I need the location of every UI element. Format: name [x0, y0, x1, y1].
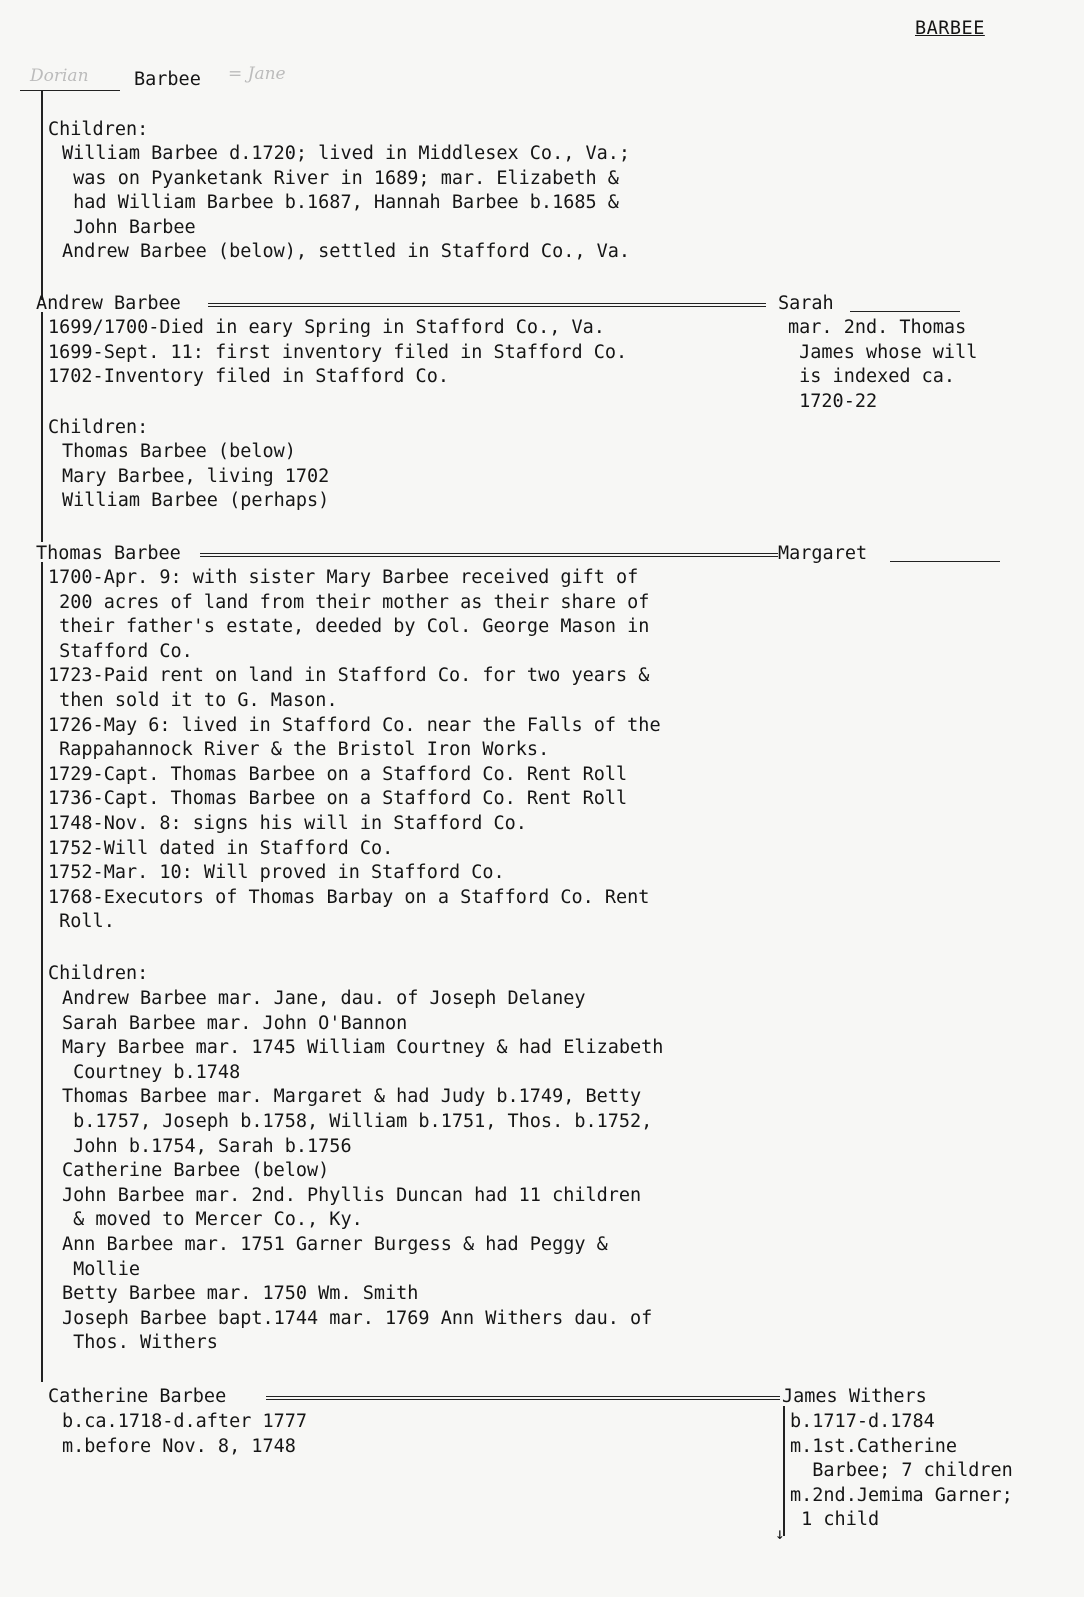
gen4-details — [62, 1410, 307, 1459]
gen4-name: Catherine Barbee — [48, 1386, 227, 1407]
event-line: 200 acres of land from their mother as their share of — [48, 591, 650, 613]
event-line: Roll. — [48, 911, 115, 933]
spouse-note: m.1st.Catherine — [790, 1435, 958, 1457]
list-item: Joseph Barbee bapt.1744 mar. 1769 Ann Withers dau. of — [62, 1307, 653, 1329]
gen1-children-heading: Children: — [48, 119, 149, 140]
handwritten-note: = Jane — [228, 64, 286, 84]
gen3-spouse-surname-blank — [890, 561, 1000, 562]
event-line: 1702-Inventory filed in Stafford Co. — [48, 366, 449, 388]
gen2-marriage-connector — [208, 303, 766, 307]
list-item: Andrew Barbee (below), settled in Stafford Co., Va. — [62, 241, 631, 263]
list-item: & moved to Mercer Co., Ky. — [62, 1209, 363, 1231]
gen1-children-list — [62, 142, 630, 265]
down-arrow-icon: ↓ — [775, 1524, 785, 1543]
event-line: then sold it to G. Mason. — [48, 689, 338, 711]
gen3-descent-line — [41, 562, 43, 1382]
gen2-name: Andrew Barbee — [36, 293, 181, 314]
handwritten-prefix: Dorian — [30, 66, 89, 86]
spouse-note: is indexed ca. — [788, 366, 956, 388]
gen4-marriage-connector — [266, 1396, 780, 1400]
list-item: Mary Barbee, living 1702 — [62, 465, 330, 487]
event-line: 1723-Paid rent on land in Stafford Co. for two years & — [48, 665, 650, 687]
surname-tag: BARBEE — [915, 18, 985, 39]
gen2-spouse-notes — [788, 316, 977, 414]
gen1-name: Barbee — [134, 69, 201, 90]
event-line: 1699-Sept. 11: first inventory filed in Stafford Co. — [48, 341, 628, 363]
list-item: Mary Barbee mar. 1745 William Courtney & had Elizabeth — [62, 1037, 664, 1059]
gen2-children-list — [62, 440, 329, 514]
gen3-children-heading: Children: — [48, 963, 149, 984]
spouse-note: 1 child — [790, 1509, 880, 1531]
event-line: 1700-Apr. 9: with sister Mary Barbee received gift of — [48, 567, 639, 588]
spouse-note: James whose will — [788, 341, 978, 363]
gen4-spouse-notes — [790, 1410, 1013, 1533]
list-item: Catherine Barbee (below) — [62, 1160, 330, 1182]
list-item: Courtney b.1748 — [62, 1061, 241, 1083]
gen3-name: Thomas Barbee — [36, 543, 181, 564]
event-line: Stafford Co. — [48, 640, 193, 662]
list-item: John Barbee mar. 2nd. Phyllis Duncan had 11 children — [62, 1184, 642, 1206]
list-item: John Barbee — [62, 216, 196, 238]
spouse-note: m.2nd.Jemima Garner; — [790, 1484, 1013, 1506]
gen2-spouse-name: Sarah — [778, 293, 834, 314]
list-item: Sarah Barbee mar. John O'Bannon — [62, 1012, 408, 1034]
gen2-events — [48, 316, 627, 390]
list-item: Andrew Barbee mar. Jane, dau. of Joseph Delaney — [62, 988, 586, 1009]
list-item: Ann Barbee mar. 1751 Garner Burgess & had Peggy & — [62, 1233, 608, 1255]
list-item: Betty Barbee mar. 1750 Wm. Smith — [62, 1283, 419, 1305]
event-line: 1748-Nov. 8: signs his will in Stafford Co. — [48, 812, 527, 834]
spouse-note: Barbee; 7 children — [790, 1460, 1013, 1482]
event-line: their father's estate, deeded by Col. George Mason in — [48, 616, 650, 638]
detail-line: b.ca.1718-d.after 1777 — [62, 1411, 308, 1432]
gen4-spouse-name: James Withers — [782, 1386, 927, 1407]
list-item: Thomas Barbee (below) — [62, 441, 296, 462]
event-line: 1768-Executors of Thomas Barbay on a Stafford Co. Rent — [48, 886, 650, 908]
gen1-name-underline — [20, 90, 120, 91]
spouse-note: b.1717-d.1784 — [790, 1411, 935, 1432]
detail-line: m.before Nov. 8, 1748 — [62, 1435, 296, 1457]
list-item: Thos. Withers — [62, 1332, 218, 1354]
list-item: Mollie — [62, 1258, 140, 1280]
event-line: 1699/1700-Died in eary Spring in Stafford Co., Va. — [48, 317, 605, 338]
event-line: 1726-May 6: lived in Stafford Co. near the Falls of the — [48, 714, 661, 736]
gen1-descent-line — [41, 90, 43, 300]
spouse-note: 1720-22 — [788, 390, 878, 412]
list-item: b.1757, Joseph b.1758, William b.1751, Thos. b.1752, — [62, 1110, 653, 1132]
event-line: 1736-Capt. Thomas Barbee on a Stafford Co. Rent Roll — [48, 788, 628, 810]
event-line: 1752-Mar. 10: Will proved in Stafford Co. — [48, 862, 505, 884]
list-item: William Barbee (perhaps) — [62, 490, 330, 512]
list-item: was on Pyanketank River in 1689; mar. Elizabeth & — [62, 167, 619, 189]
event-line: Rappahannock River & the Bristol Iron Works. — [48, 739, 550, 761]
gen3-events — [48, 566, 661, 935]
list-item: John b.1754, Sarah b.1756 — [62, 1135, 352, 1157]
gen3-children-list — [62, 987, 663, 1356]
gen2-spouse-surname-blank — [850, 311, 960, 312]
list-item: had William Barbee b.1687, Hannah Barbee b.1685 & — [62, 192, 619, 214]
gen4-spouse-descent-line — [783, 1406, 785, 1536]
event-line: 1752-Will dated in Stafford Co. — [48, 837, 394, 859]
event-line: 1729-Capt. Thomas Barbee on a Stafford Co. Rent Roll — [48, 763, 628, 785]
spouse-note: mar. 2nd. Thomas — [788, 317, 967, 338]
gen3-spouse-name: Margaret — [778, 543, 868, 564]
list-item: William Barbee d.1720; lived in Middlesex Co., Va.; — [62, 143, 631, 164]
list-item: Thomas Barbee mar. Margaret & had Judy b.1749, Betty — [62, 1086, 642, 1108]
gen2-children-heading: Children: — [48, 417, 149, 438]
gen3-marriage-connector — [200, 553, 778, 557]
gen2-descent-line — [41, 312, 43, 542]
